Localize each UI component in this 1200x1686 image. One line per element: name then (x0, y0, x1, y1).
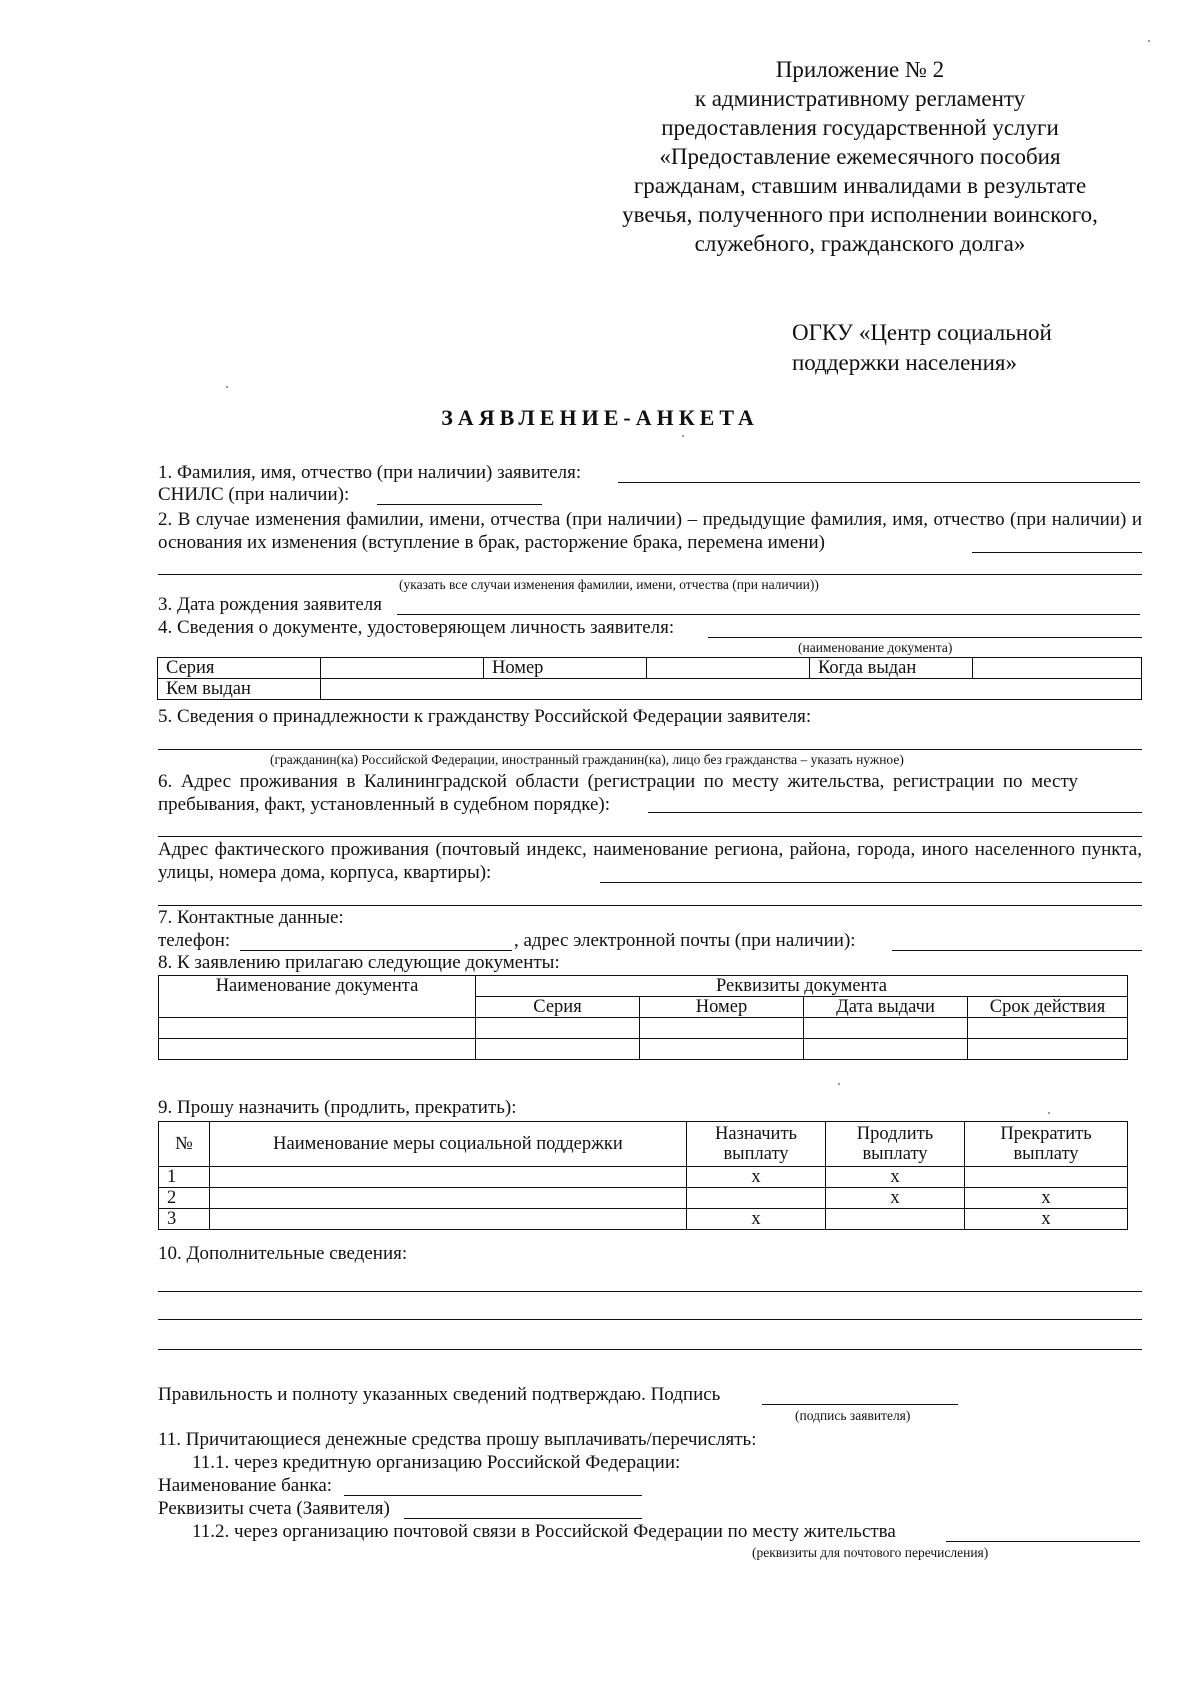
issued-by-label: Кем выдан (158, 679, 321, 700)
col-extend-line-1: Продлить (856, 1124, 934, 1144)
section-8-label: 8. К заявлению прилагаю следующие документы: (158, 952, 560, 973)
citizenship-hint: (гражданин(ка) Российской Федерации, иностранный гражданин(ка), лицо без гражданства – указать нужное) (270, 752, 904, 767)
measure-name-cell[interactable] (210, 1167, 687, 1188)
section-2-text: 2. В случае изменения фамилии, имени, отчества (при наличии) – предыдущие фамилия, имя, отчество (при наличии) и основания их изменения (вступление в брак, расторжение брака, перемена имени) (158, 509, 1142, 553)
col-assign-payment (687, 1122, 826, 1167)
table-cell[interactable] (159, 1039, 476, 1060)
extend-mark[interactable]: x (826, 1167, 965, 1188)
series-label: Серия (158, 658, 321, 679)
assign-mark[interactable]: x (687, 1167, 826, 1188)
measure-name-cell[interactable] (210, 1188, 687, 1209)
org-line-1: ОГКУ «Центр социальной (792, 320, 1052, 345)
col-stop-line-1: Прекратить (1000, 1124, 1092, 1144)
signature-hint: (подпись заявителя) (795, 1408, 911, 1423)
col-number-sign: № (159, 1122, 210, 1167)
section-5-label: 5. Сведения о принадлежности к гражданству Российской Федерации заявителя: (158, 706, 812, 727)
table-row (158, 658, 1142, 679)
scan-speck (838, 1083, 840, 1085)
table-row (159, 1039, 1128, 1060)
col-extend-line-2: выплату (862, 1144, 928, 1164)
additional-info-line-2[interactable] (158, 1319, 1142, 1320)
scan-speck (682, 435, 684, 437)
table-row (159, 1018, 1128, 1039)
section-11-label: 11. Причитающиеся денежные средства прошу выплачивать/перечислять: (158, 1429, 757, 1450)
issued-by-field[interactable] (321, 679, 1142, 700)
account-label: Реквизиты счета (Заявителя) (158, 1498, 390, 1519)
extend-mark[interactable] (826, 1209, 965, 1230)
col-document-name: Наименование документа (159, 976, 476, 1018)
table-cell[interactable] (804, 1039, 968, 1060)
name-change-field-2[interactable] (158, 574, 1142, 575)
attached-documents-table (158, 975, 1128, 1060)
appendix-line-5: гражданам, ставшим инвалидами в результате (633, 173, 1087, 198)
id-document-field[interactable] (708, 637, 1142, 638)
col-document-details: Реквизиты документа (476, 976, 1128, 997)
section-11-1-label: 11.1. через кредитную организацию Российской Федерации: (192, 1452, 681, 1473)
col-assign-line-1: Назначить (715, 1124, 797, 1144)
extend-mark[interactable]: x (826, 1188, 965, 1209)
phone-field[interactable] (240, 950, 512, 951)
email-label: , адрес электронной почты (при наличии): (514, 930, 856, 951)
scan-speck (1148, 40, 1150, 42)
table-header-row (159, 976, 1128, 997)
signature-field[interactable] (762, 1404, 958, 1405)
table-row (158, 679, 1142, 700)
col-extend-payment (826, 1122, 965, 1167)
id-document-hint: (наименование документа) (798, 640, 953, 655)
table-cell[interactable] (476, 1018, 640, 1039)
additional-info-line-1[interactable] (158, 1291, 1142, 1292)
snils-label: СНИЛС (при наличии): (158, 484, 350, 505)
appendix-line-4: «Предоставление ежемесячного пособия (659, 144, 1061, 169)
scan-speck (226, 386, 228, 388)
col-measure-name: Наименование меры социальной поддержки (210, 1122, 687, 1167)
stop-mark[interactable]: x (965, 1209, 1128, 1230)
bank-name-label: Наименование банка: (158, 1475, 333, 1496)
registration-address-field-1[interactable] (648, 812, 1142, 813)
table-cell[interactable] (968, 1018, 1128, 1039)
table-cell[interactable] (159, 1018, 476, 1039)
snils-field[interactable] (377, 504, 542, 505)
table-row (159, 1167, 1128, 1188)
col-validity: Срок действия (968, 997, 1128, 1018)
stop-mark[interactable] (965, 1167, 1128, 1188)
table-row (159, 1209, 1128, 1230)
issued-when-field[interactable] (973, 658, 1142, 679)
birth-date-field[interactable] (397, 614, 1140, 615)
confirmation-text: Правильность и полноту указанных сведений подтверждаю. Подпись (158, 1384, 721, 1405)
section-4-label: 4. Сведения о документе, удостоверяющем личность заявителя: (158, 617, 675, 638)
actual-address-field-2[interactable] (158, 905, 1142, 906)
registration-address-field-2[interactable] (158, 836, 1142, 837)
table-cell[interactable] (968, 1039, 1128, 1060)
col-number: Номер (640, 997, 804, 1018)
scan-speck (1048, 1112, 1050, 1114)
citizenship-field[interactable] (158, 749, 1142, 750)
stop-mark[interactable]: x (965, 1188, 1128, 1209)
issued-when-label: Когда выдан (810, 658, 973, 679)
col-stop-line-2: выплату (1013, 1144, 1079, 1164)
postal-details-field[interactable] (946, 1541, 1140, 1542)
postal-details-hint: (реквизиты для почтового перечисления) (752, 1545, 989, 1560)
email-field[interactable] (892, 950, 1142, 951)
appendix-line-1: Приложение № 2 (775, 57, 945, 82)
section-9-label: 9. Прошу назначить (продлить, прекратить): (158, 1097, 517, 1118)
document-title: ЗАЯВЛЕНИЕ-АНКЕТА (441, 405, 759, 430)
support-measures-table (158, 1121, 1128, 1230)
section-7-label: 7. Контактные данные: (158, 907, 344, 928)
section-11-2-label: 11.2. через организацию почтовой связи в Российской Федерации по месту жительства (192, 1521, 896, 1542)
assign-mark[interactable]: x (687, 1209, 826, 1230)
section-1-label: 1. Фамилия, имя, отчество (при наличии) заявителя: (158, 462, 582, 483)
series-field[interactable] (321, 658, 484, 679)
name-change-hint: (указать все случаи изменения фамилии, имени, отчества (при наличии)) (399, 577, 819, 592)
applicant-name-field[interactable] (618, 482, 1140, 483)
row-number: 2 (159, 1188, 210, 1209)
table-cell[interactable] (476, 1039, 640, 1060)
appendix-line-6: увечья, полученного при исполнении воинского, (622, 202, 1098, 227)
row-number: 1 (159, 1167, 210, 1188)
table-cell[interactable] (640, 1039, 804, 1060)
assign-mark[interactable] (687, 1188, 826, 1209)
number-field[interactable] (647, 658, 810, 679)
col-assign-line-2: выплату (723, 1144, 789, 1164)
col-series: Серия (476, 997, 640, 1018)
section-6-text: 6. Адрес проживания в Калининградской области (регистрации по месту жительства, регистрации по месту пребывания, факт, установленный в судебном порядке): (158, 771, 1078, 815)
appendix-line-7: служебного, гражданского долга» (694, 231, 1026, 256)
number-label: Номер (484, 658, 647, 679)
actual-address-text: Адрес фактического проживания (почтовый индекс, наименование региона, района, города, иного населенного пункта, улицы, номера дома, корпуса, квартиры): (158, 839, 1142, 883)
table-cell[interactable] (640, 1018, 804, 1039)
section-3-label: 3. Дата рождения заявителя (158, 594, 382, 615)
phone-label: телефон: (158, 930, 231, 951)
appendix-line-3: предоставления государственной услуги (661, 115, 1059, 140)
account-field[interactable] (404, 1518, 642, 1519)
row-number: 3 (159, 1209, 210, 1230)
measure-name-cell[interactable] (210, 1209, 687, 1230)
name-change-field-1[interactable] (972, 552, 1142, 553)
org-line-2: поддержки населения» (792, 350, 1017, 375)
bank-name-field[interactable] (344, 1495, 642, 1496)
section-10-label: 10. Дополнительные сведения: (158, 1243, 408, 1264)
table-cell[interactable] (804, 1018, 968, 1039)
id-document-table (157, 657, 1142, 700)
appendix-line-2: к административному регламенту (694, 86, 1026, 111)
additional-info-line-3[interactable] (158, 1349, 1142, 1350)
table-row (159, 1188, 1128, 1209)
actual-address-field-1[interactable] (600, 882, 1142, 883)
table-header-row (159, 1122, 1128, 1167)
col-stop-payment (965, 1122, 1128, 1167)
col-issue-date: Дата выдачи (804, 997, 968, 1018)
